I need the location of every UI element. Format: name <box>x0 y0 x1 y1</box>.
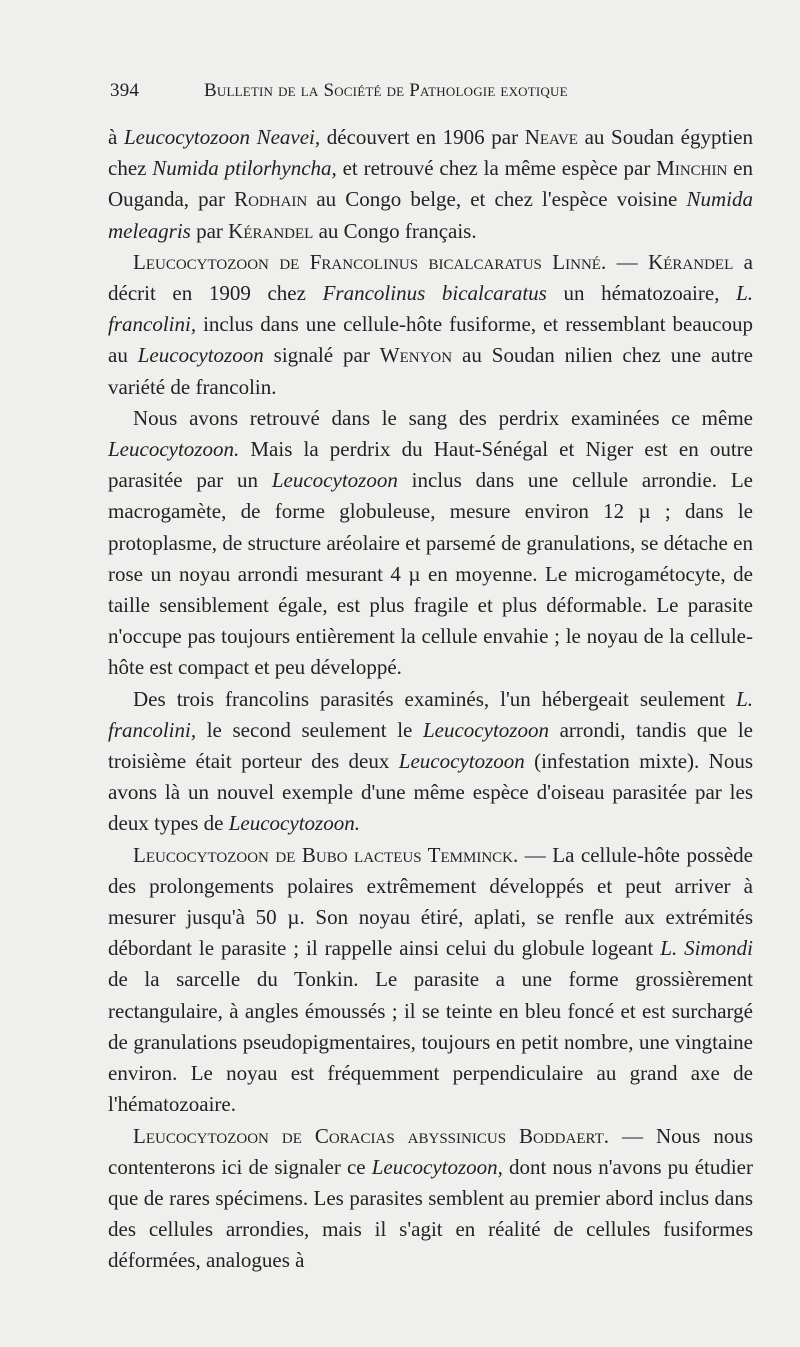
running-title: Bulletin de la Société de Pathologie exotique <box>204 80 568 101</box>
smallcaps-run: Leucocytozoon de Francolinus bicalcaratus Linné. <box>133 249 607 274</box>
italic-run: Francolinus bicalcaratus <box>322 281 547 306</box>
paragraph <box>108 684 753 840</box>
smallcaps-run: Neave <box>524 125 578 149</box>
italic-run: L. francolini, <box>108 686 753 742</box>
text-run: inclus dans une cellule-hôte fusiforme, et ressemblant beaucoup au <box>108 312 753 368</box>
text-run: le second seulement le <box>196 717 423 742</box>
text-run: au Congo belge, et chez l'espèce voisine <box>307 187 687 212</box>
text-run: en Ouganda, par <box>108 156 753 212</box>
text-run: — <box>606 249 649 274</box>
paragraph <box>108 247 753 403</box>
paragraph <box>108 840 753 1121</box>
italic-run: Leucocytozoon <box>422 717 549 742</box>
page-number: 394 <box>110 80 140 101</box>
text-run: Mais la perdrix du Haut-Sénégal et Niger est en outre parasitée par un <box>108 437 753 493</box>
text-run: par <box>190 218 229 243</box>
text-run: un hématozoaire, <box>546 281 737 306</box>
text-run: a décrit en 1909 chez <box>108 249 754 306</box>
text-run: au Congo français. <box>313 218 477 243</box>
text-run: de la sarcelle du Tonkin. Le parasite a une forme grossièrement rectangulaire, à angles émoussés ; il se teinte en bleu foncé et est surchargé de granulations pseudopigmentaires, toujours en petit nombre, une vingtaine environ. Le noyau est fréquemment perpendiculaire au grand axe de l'hématozoaire. <box>108 967 753 1117</box>
italic-run: Numida ptilorhyncha, <box>152 156 337 181</box>
smallcaps-run: Leucocytozoon de Bubo lacteus Temminck. <box>133 842 519 867</box>
body-text <box>108 122 753 1277</box>
smallcaps-run: Wenyon <box>379 343 453 368</box>
text-run: à <box>108 125 124 149</box>
text-run: (infestation mixte). Nous avons là un nouvel exemple d'une même espèce d'oiseau parasitée par les deux types de <box>108 749 754 836</box>
smallcaps-run: Minchin <box>656 156 728 181</box>
text-run: signalé par <box>263 343 380 368</box>
italic-run: L. francolini, <box>108 281 754 337</box>
italic-run: Leucocytozoon. <box>228 811 360 836</box>
italic-run: L. Simondi <box>660 936 753 961</box>
smallcaps-run: Kérandel <box>228 218 314 243</box>
italic-run: Leucocytozoon Neavei, <box>123 125 321 149</box>
italic-run: Leucocytozoon, <box>371 1154 503 1179</box>
text-run: découvert en 1906 par <box>320 125 525 149</box>
paragraph <box>108 1121 753 1277</box>
paragraph <box>108 403 753 684</box>
italic-run: Leucocytozoon. <box>108 437 240 462</box>
text-run: Des trois francolins parasités examinés, l'un hébergeait seulement <box>133 686 737 711</box>
text-run: inclus dans une cellule arrondie. Le macrogamète, de forme globuleuse, mesure environ 12 µ ; dans le protoplasme, de structure aréolaire et parsemé de granulations, se détache en rose un noyau arrondi mesurant 4 µ en moyenne. Le microgamétocyte, de taille sensiblement égale, est plus fragile et plus déformable. Le parasite n'occupe pas toujours entièrement la cellule envahie ; le noyau de la cellule-hôte est compact et peu développé. <box>108 468 753 680</box>
smallcaps-run: Leucocytozoon de Coracias abyssinicus Boddaert. <box>133 1123 610 1148</box>
text-run: au Soudan égyptien chez <box>108 125 753 181</box>
text-run: — Nous nous contenterons ici de signaler ce <box>108 1123 753 1179</box>
italic-run: Leucocytozoon <box>271 468 398 493</box>
running-header <box>110 80 665 110</box>
smallcaps-run: Rodhain <box>234 187 308 212</box>
text-run: — La cellule-hôte possède des prolongements polaires extrêmement développés et peut arriver à mesurer jusqu'à 50 µ. Son noyau étiré, aplati, se renfle aux extrémités débordant le parasite ; il rappelle ainsi celui du globule logeant <box>108 842 753 961</box>
text-run: et retrouvé chez la même espèce par <box>336 156 657 181</box>
text-run: dont nous n'avons pu étudier que de rares spécimens. Les parasites semblent au premier abord inclus dans des cellules arrondies, mais il s'agit en réalité de cellules fusiformes déformées, analogues à <box>108 1154 753 1273</box>
italic-run: Leucocytozoon <box>398 749 525 774</box>
smallcaps-run: Kérandel <box>648 249 734 274</box>
text-run: au Soudan nilien chez une autre variété de francolin. <box>108 343 754 399</box>
text-run: arrondi, tandis que le troisième était porteur des deux <box>108 717 753 774</box>
paragraph <box>108 122 753 247</box>
italic-run: Leucocytozoon <box>137 343 264 368</box>
italic-run: Numida meleagris <box>108 187 753 243</box>
text-run: Nous avons retrouvé dans le sang des perdrix examinées ce même <box>133 405 753 430</box>
